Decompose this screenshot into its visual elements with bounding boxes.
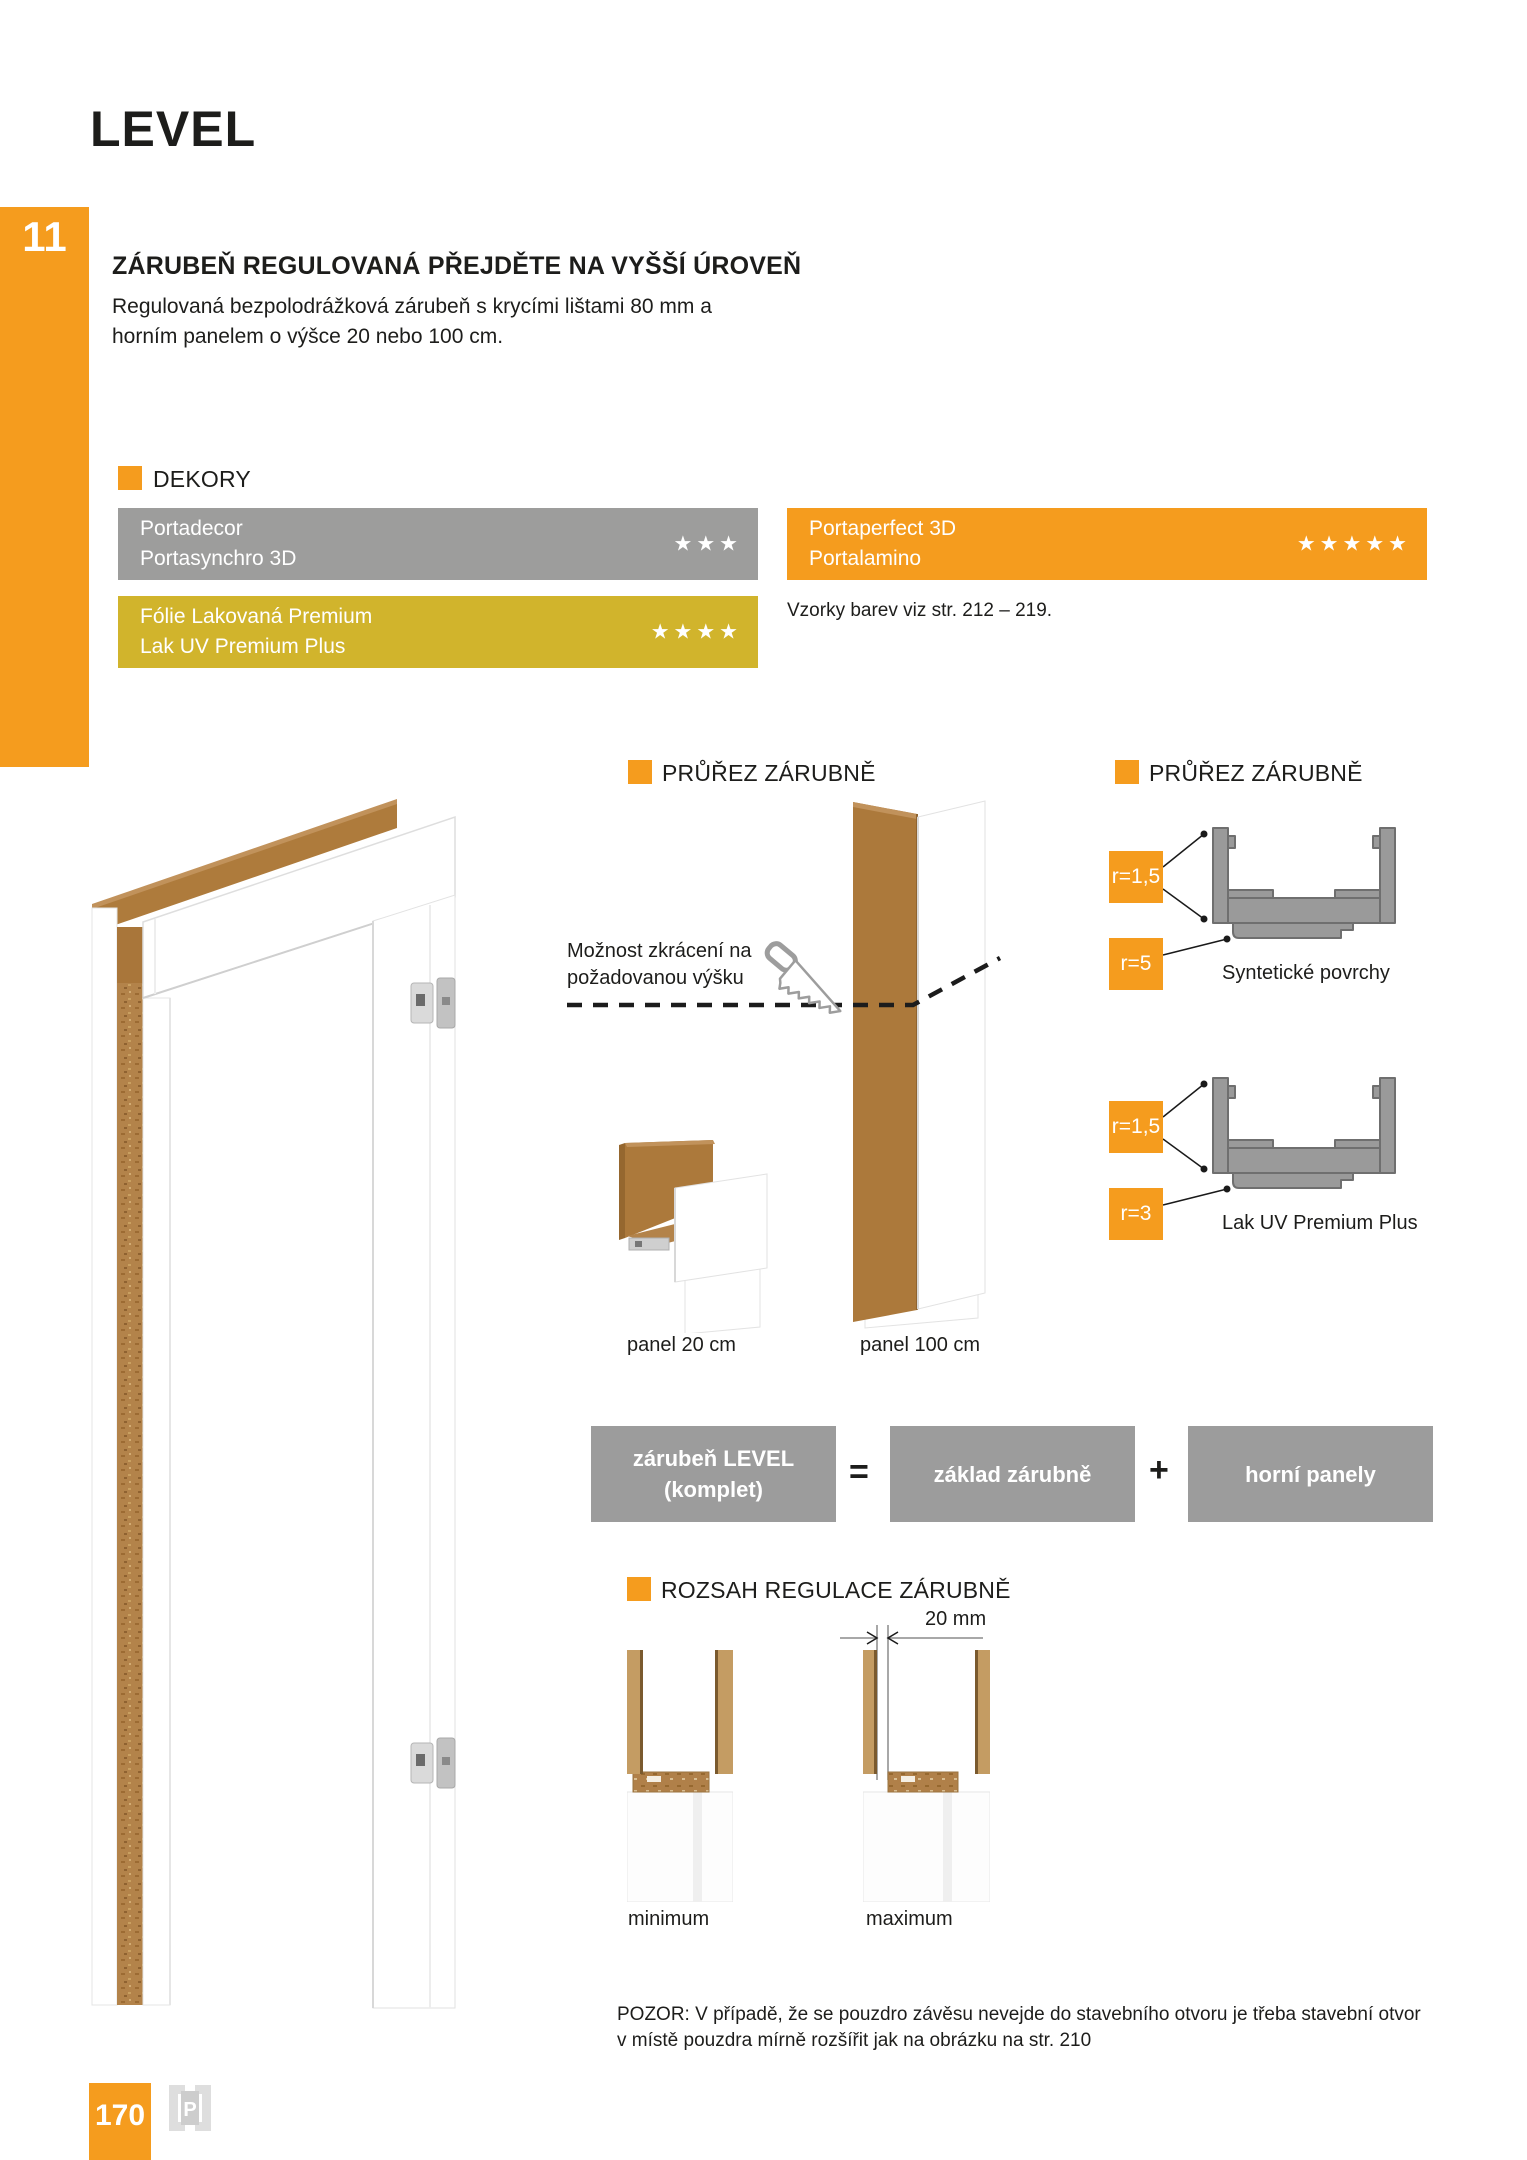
radius-box: r=5 bbox=[1109, 938, 1163, 990]
star-rating: ★★★ bbox=[673, 532, 742, 556]
equation-panels-box bbox=[1188, 1426, 1433, 1522]
dimension-label: 20 mm bbox=[925, 1608, 987, 1630]
star-rating: ★★★★ bbox=[650, 620, 742, 644]
prurez-right-heading: PRŮŘEZ ZÁRUBNĚ bbox=[1149, 760, 1363, 786]
dekory-bullet-icon bbox=[118, 466, 142, 490]
white-panel bbox=[918, 801, 985, 1309]
white-panel bbox=[675, 1174, 767, 1282]
decor-line: Lak UV Premium Plus bbox=[140, 635, 346, 658]
equation-base-label: základ zárubně bbox=[933, 1461, 1092, 1487]
page-number: 170 bbox=[94, 2099, 146, 2132]
panel-100-illustration bbox=[818, 788, 990, 1333]
profile-group-synthetic bbox=[1100, 815, 1435, 1015]
star-rating: ★★★★★ bbox=[1296, 532, 1411, 556]
panel-100-label: panel 100 cm bbox=[860, 1334, 981, 1356]
rozsah-heading: ROZSAH REGULACE ZÁRUBNĚ bbox=[661, 1577, 1011, 1603]
profile-label-lacquer: Lak UV Premium Plus bbox=[1222, 1212, 1418, 1234]
plus-sign: + bbox=[1149, 1451, 1169, 1489]
rozsah-bullet-icon bbox=[627, 1577, 651, 1601]
porta-logo-icon bbox=[167, 2083, 213, 2133]
hinge-bottom-icon bbox=[411, 1738, 455, 1788]
profile-label-synthetic: Syntetické povrchy bbox=[1222, 962, 1390, 984]
frame-body bbox=[627, 1792, 733, 1902]
equals-sign: = bbox=[849, 1453, 869, 1491]
frame-body bbox=[863, 1792, 990, 1902]
equation-result-line: (komplet) bbox=[664, 1477, 763, 1502]
radius-box: r=1,5 bbox=[1109, 851, 1163, 903]
logo-letter: P bbox=[183, 2099, 197, 2121]
door-frame-illustration bbox=[50, 780, 510, 2025]
page-title: LEVEL bbox=[90, 101, 257, 157]
equation-panels-label: horní panely bbox=[1245, 1461, 1376, 1487]
hinge-top-icon bbox=[411, 978, 455, 1028]
decor-line: Fólie Lakovaná Premium bbox=[140, 605, 373, 628]
decor-bar-portaperfect bbox=[787, 508, 1427, 580]
chapter-number: 11 bbox=[22, 213, 67, 260]
prurez-left-heading: PRŮŘEZ ZÁRUBNĚ bbox=[662, 760, 876, 786]
page-number-box bbox=[89, 2083, 151, 2160]
decor-line: Portadecor bbox=[140, 517, 243, 540]
decor-bar-portadecor bbox=[118, 508, 758, 580]
saw-icon bbox=[753, 941, 848, 1022]
cut-note-line: požadovanou výšku bbox=[567, 967, 744, 989]
prurez-left-bullet-icon bbox=[628, 760, 652, 784]
radius-box: r=3 bbox=[1109, 1188, 1163, 1240]
left-jamb-outer bbox=[92, 908, 117, 2005]
equation-base-box bbox=[890, 1426, 1135, 1522]
color-samples-note: Vzorky barev viz str. 212 – 219. bbox=[787, 600, 1053, 621]
right-jamb bbox=[373, 895, 455, 2008]
left-jamb-chipboard-edge bbox=[117, 983, 143, 2005]
equation-result-box bbox=[591, 1426, 836, 1522]
prurez-right-bullet-icon bbox=[1115, 760, 1139, 784]
regulation-minimum-illustration bbox=[627, 1650, 733, 1902]
minimum-label: minimum bbox=[628, 1908, 710, 1930]
panel-20-illustration bbox=[615, 1128, 780, 1333]
left-jamb-cover-strip bbox=[143, 998, 170, 2005]
decor-line: Portaperfect 3D bbox=[809, 517, 957, 540]
decor-bar-folie bbox=[118, 596, 758, 668]
chipboard-bar bbox=[888, 1772, 958, 1792]
cut-line-and-saw bbox=[550, 930, 1020, 1022]
decor-line: Portasynchro 3D bbox=[140, 547, 297, 570]
intro-heading: ZÁRUBEŇ REGULOVANÁ PŘEJDĚTE NA VYŠŠÍ ÚROVEŇ bbox=[112, 252, 802, 280]
frame-profile-cross-section bbox=[1213, 1078, 1395, 1188]
cut-note-line: Možnost zkrácení na bbox=[567, 940, 752, 962]
chapter-tab bbox=[0, 207, 89, 767]
decor-line: Portalamino bbox=[809, 547, 922, 570]
regulation-maximum-illustration bbox=[863, 1650, 990, 1902]
radius-box: r=1,5 bbox=[1109, 1101, 1163, 1153]
frame-profile-cross-section bbox=[1213, 828, 1395, 938]
intro-description: Regulovaná bezpolodrážková zárubeň s krycími lištami 80 mm a horním panelem o výšce 20 nebo 100 cm. bbox=[112, 295, 712, 348]
dekory-heading: DEKORY bbox=[153, 466, 251, 492]
mdf-board bbox=[853, 802, 917, 1322]
warning-note: POZOR: V případě, že se pouzdro závěsu nevejde do stavebního otvoru je třeba stavební otvor v místě pouzdra mírně rozšířit jak na obrázku na str. 210 bbox=[617, 2004, 1421, 2051]
panel-20-label: panel 20 cm bbox=[627, 1334, 736, 1356]
maximum-label: maximum bbox=[866, 1908, 953, 1930]
equation-result-line: zárubeň LEVEL bbox=[632, 1446, 795, 1471]
profile-group-lacquer bbox=[1100, 1065, 1435, 1265]
chipboard-bar bbox=[633, 1772, 709, 1792]
